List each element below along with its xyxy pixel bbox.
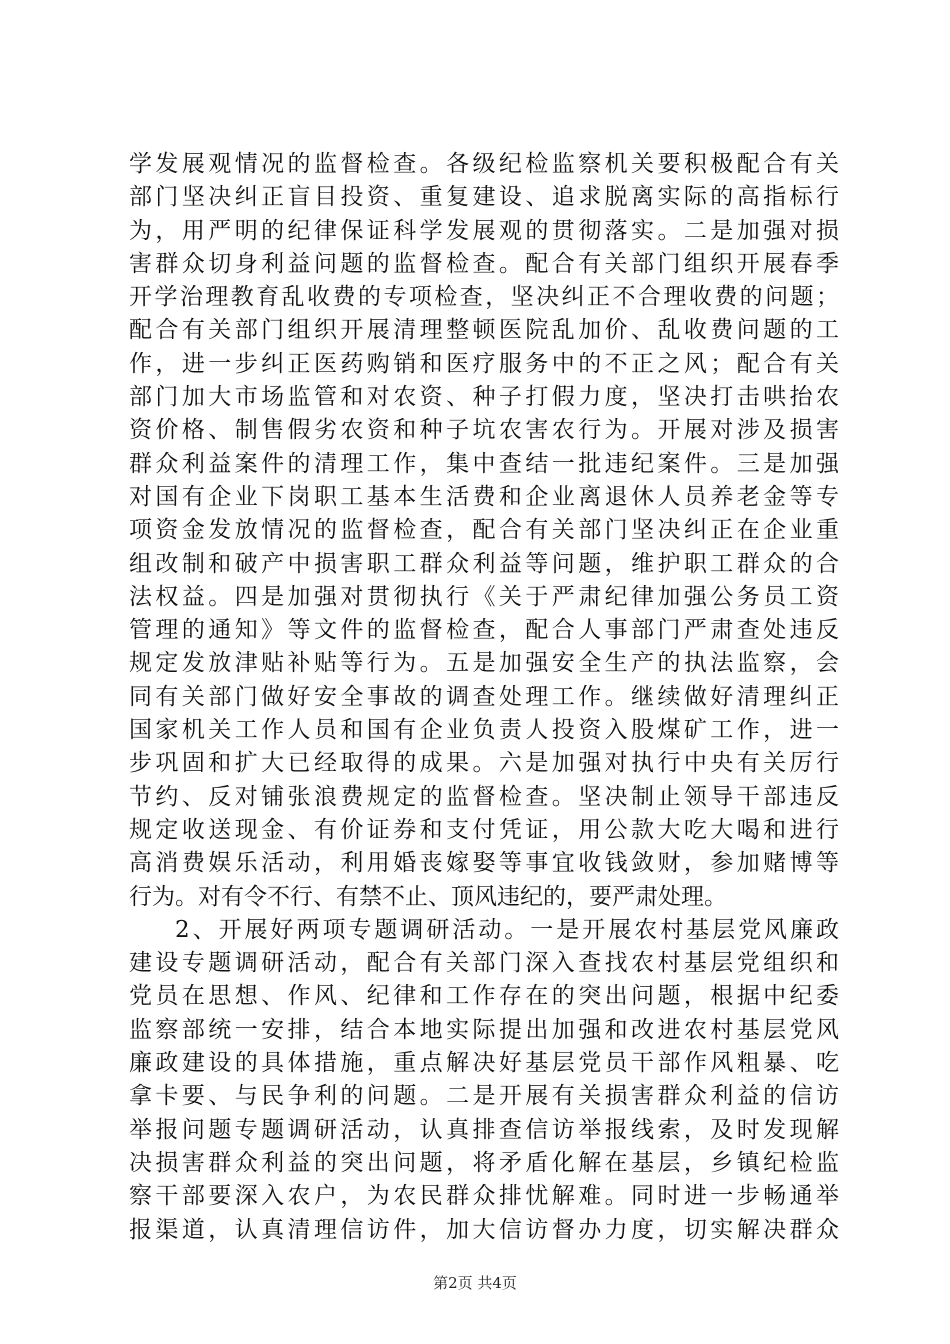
paragraph-start-line: 2、开展好两项专题调研活动。一是开展农村基层党风廉政 [175, 916, 839, 943]
page-footer [0, 1272, 950, 1293]
text-line: 行为。对有令不行、有禁不止、顶风违纪的，要严肃处理。 [129, 883, 727, 910]
text-line: 开学治理教育乱收费的专项检查，坚决纠正不合理收费的问题； [129, 284, 839, 311]
text-line: 国家机关工作人员和国有企业负责人投资入股煤矿工作，进一 [129, 717, 839, 744]
text-line: 群众利益案件的清理工作，集中查结一批违纪案件。三是加强 [129, 450, 839, 477]
text-line: 节约、反对铺张浪费规定的监督检查。坚决制止领导干部违反 [129, 783, 839, 810]
text-line: 高消费娱乐活动，利用婚丧嫁娶等事宜收钱敛财，参加赌博等 [129, 850, 839, 877]
text-line: 部门坚决纠正盲目投资、重复建设、追求脱离实际的高指标行 [129, 184, 839, 211]
text-line: 步巩固和扩大已经取得的成果。六是加强对执行中央有关厉行 [129, 750, 839, 777]
text-line: 规定发放津贴补贴等行为。五是加强安全生产的执法监察，会 [129, 650, 839, 677]
text-line: 组改制和破产中损害职工群众利益等问题，维护职工群众的合 [129, 550, 839, 577]
text-line: 配合有关部门组织开展清理整顿医院乱加价、乱收费问题的工 [129, 317, 839, 344]
text-line: 规定收送现金、有价证券和支付凭证，用公款大吃大喝和进行 [129, 816, 839, 843]
document-body [129, 148, 839, 1247]
text-line: 为，用严明的纪律保证科学发展观的贯彻落实。二是加强对损 [129, 217, 839, 244]
text-line: 举报问题专题调研活动，认真排查信访举报线索，及时发现解 [129, 1116, 839, 1143]
text-line: 拿卡要、与民争利的问题。二是开展有关损害群众利益的信访 [129, 1083, 839, 1110]
text-line: 察干部要深入农户，为农民群众排忧解难。同时进一步畅通举 [129, 1183, 839, 1210]
text-line: 同有关部门做好安全事故的调查处理工作。继续做好清理纠正 [129, 683, 839, 710]
text-line: 法权益。四是加强对贯彻执行《关于严肃纪律加强公务员工资 [129, 583, 839, 610]
text-line: 学发展观情况的监督检查。各级纪检监察机关要积极配合有关 [129, 151, 839, 177]
text-line: 作，进一步纠正医药购销和医疗服务中的不正之风；配合有关 [129, 350, 839, 377]
text-line: 管理的通知》等文件的监督检查，配合人事部门严肃查处违反 [129, 617, 839, 644]
text-line: 项资金发放情况的监督检查，配合有关部门坚决纠正在企业重 [129, 517, 839, 544]
text-line: 建设专题调研活动，配合有关部门深入查找农村基层党组织和 [129, 950, 839, 977]
text-line: 报渠道，认真清理信访件，加大信访督办力度，切实解决群众 [129, 1216, 839, 1243]
text-line: 廉政建设的具体措施，重点解决好基层党员干部作风粗暴、吃 [129, 1050, 839, 1077]
text-line: 党员在思想、作风、纪律和工作存在的突出问题，根据中纪委 [129, 983, 839, 1010]
text-line: 害群众切身利益问题的监督检查。配合有关部门组织开展春季 [129, 250, 839, 277]
text-line: 资价格、制售假劣农资和种子坑农害农行为。开展对涉及损害 [129, 417, 839, 444]
page-number-label: 第2页 共4页 [433, 1274, 517, 1292]
text-line: 部门加大市场监管和对农资、种子打假力度，坚决打击哄抬农 [129, 384, 839, 411]
text-line: 监察部统一安排，结合本地实际提出加强和改进农村基层党风 [129, 1016, 839, 1043]
text-line: 对国有企业下岗职工基本生活费和企业离退休人员养老金等专 [129, 483, 839, 510]
text-line: 决损害群众利益的突出问题，将矛盾化解在基层，乡镇纪检监 [129, 1149, 839, 1176]
